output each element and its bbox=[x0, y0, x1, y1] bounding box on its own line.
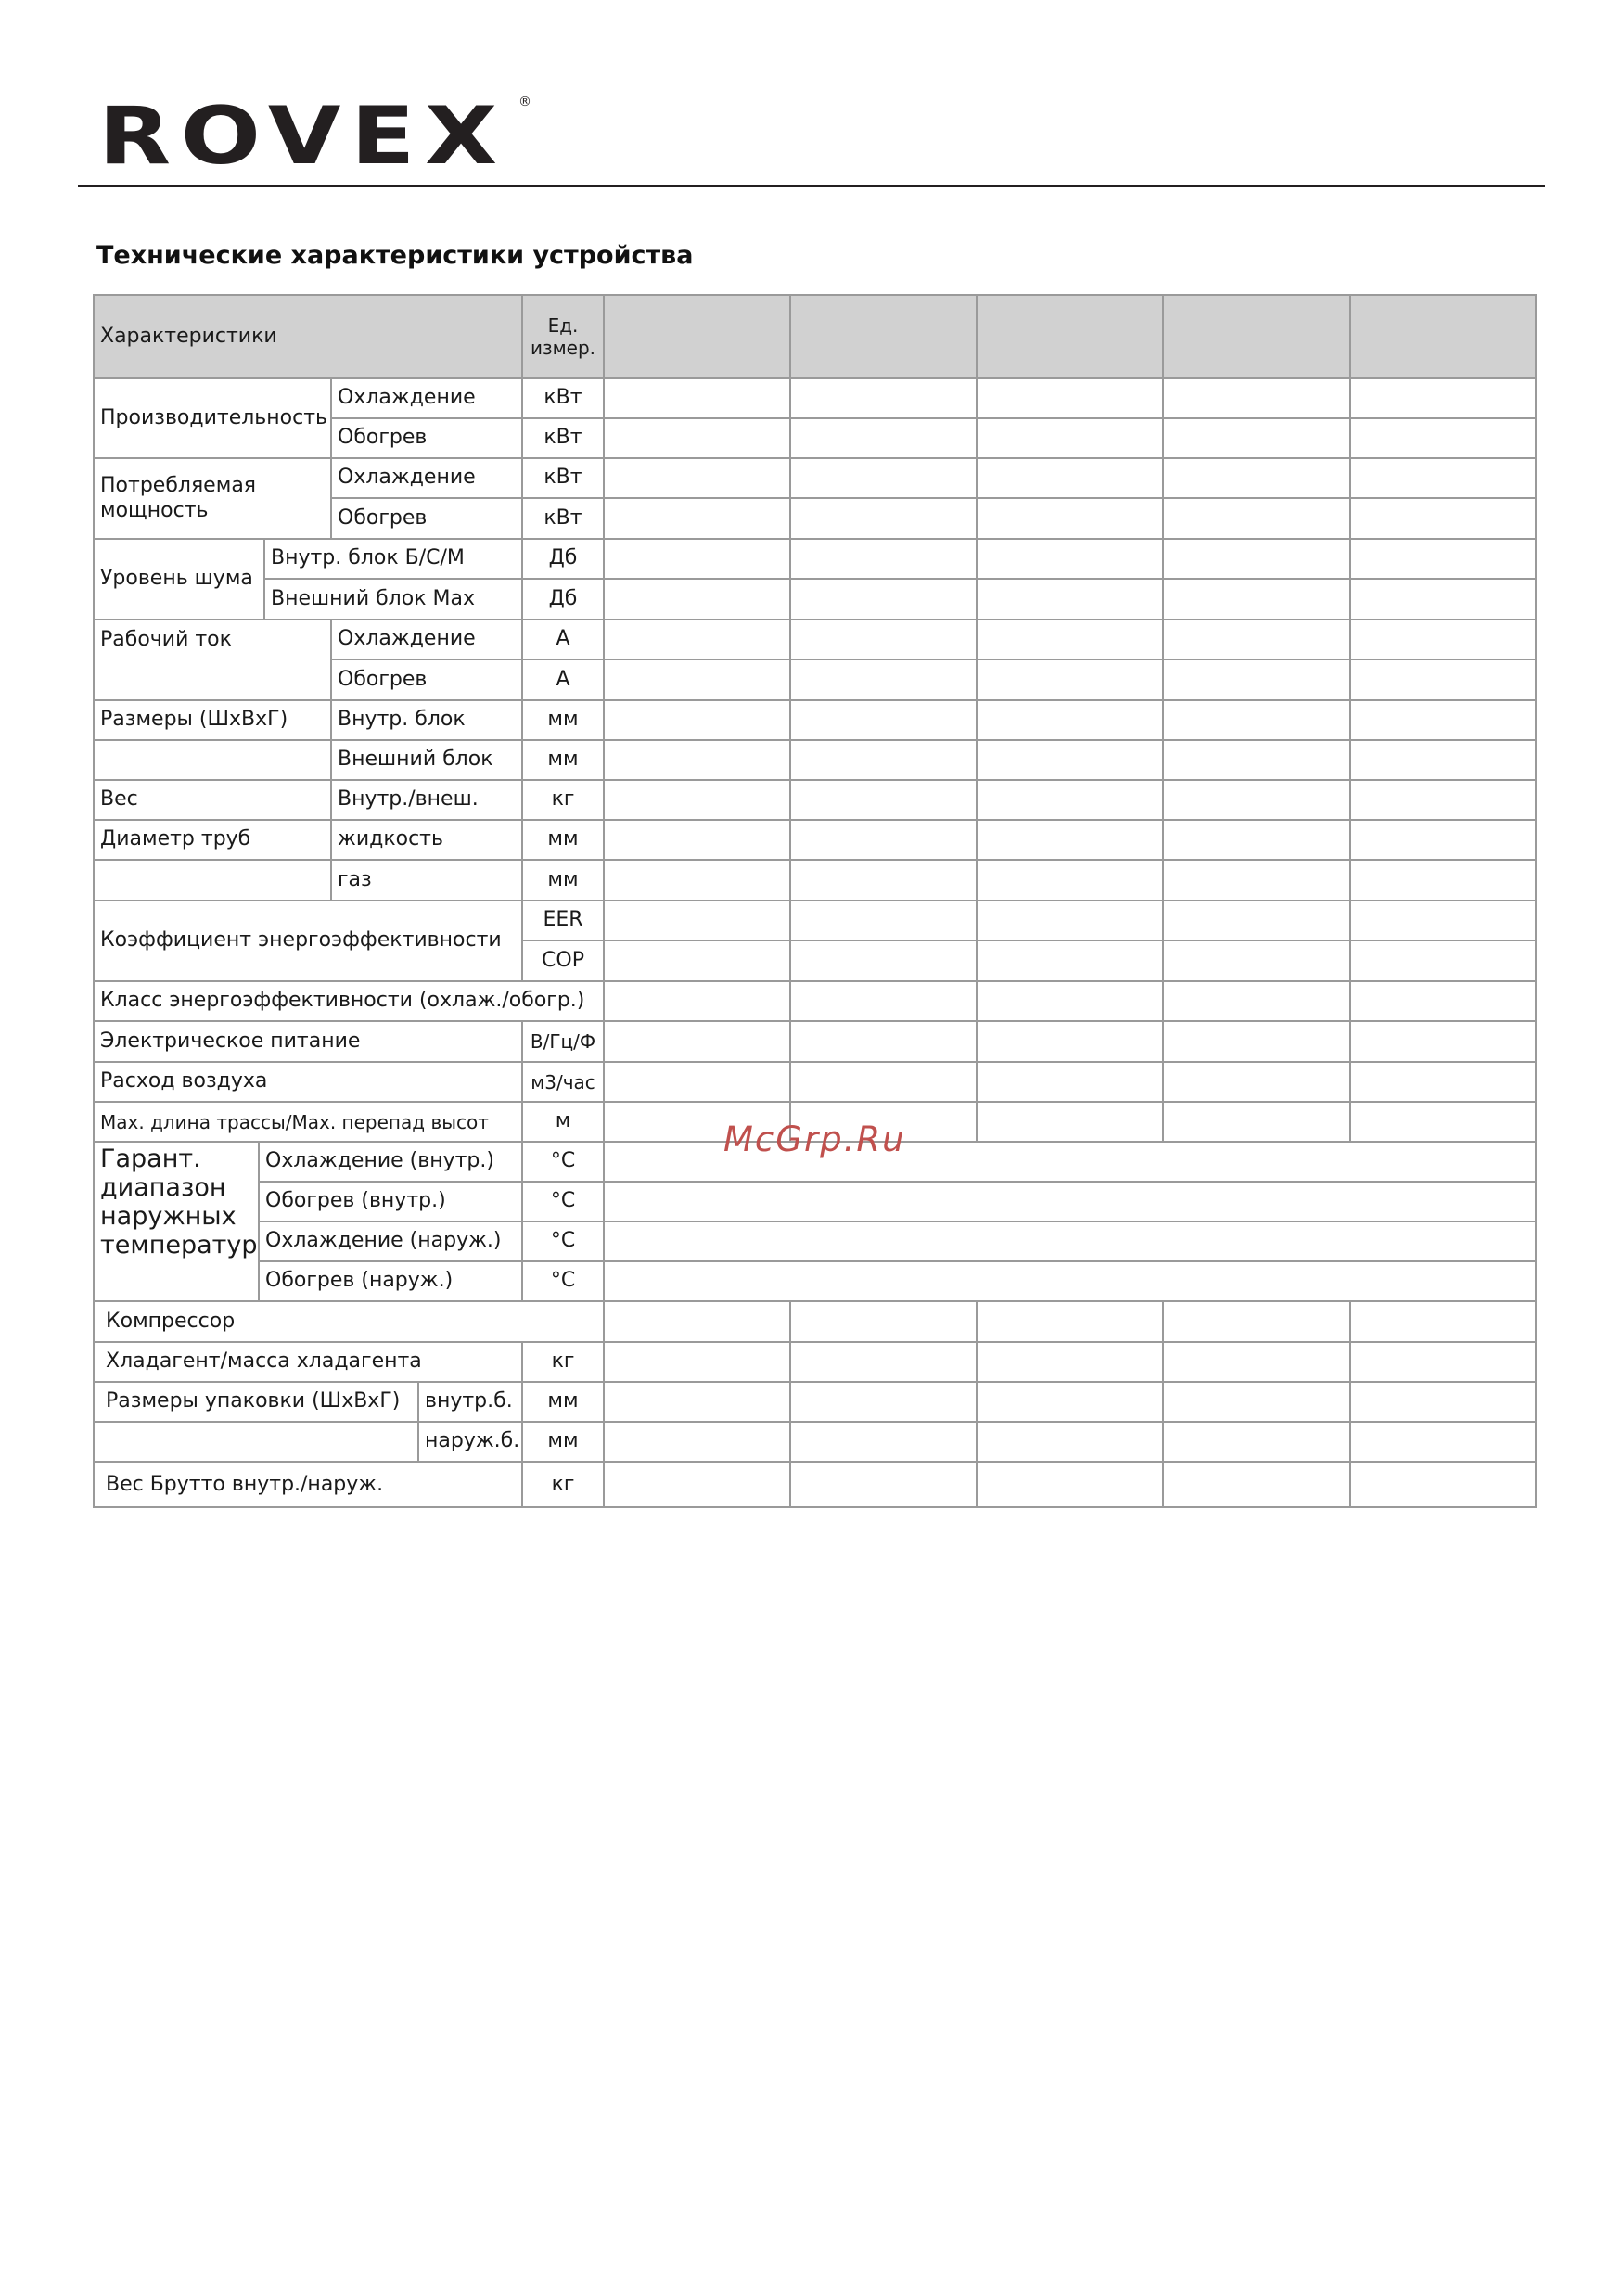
noise-outdoor: Внешний блок Max bbox=[263, 578, 521, 619]
row-performance: Производительность bbox=[93, 377, 330, 457]
dimensions-indoor: Внутр. блок bbox=[330, 699, 521, 739]
value-cell bbox=[1349, 619, 1537, 659]
value-cell bbox=[1162, 900, 1349, 940]
value-cell bbox=[603, 578, 789, 619]
value-cell bbox=[1162, 578, 1349, 619]
unit: мм bbox=[521, 859, 603, 900]
value-cell bbox=[1349, 779, 1537, 819]
row-power-consumption: Потребляемая мощность bbox=[93, 457, 330, 538]
value-cell bbox=[976, 940, 1162, 980]
unit: кВт bbox=[521, 497, 603, 538]
value-cell bbox=[1162, 1381, 1349, 1421]
row-operating-current: Рабочий ток bbox=[93, 619, 330, 699]
performance-heating: Обогрев bbox=[330, 417, 521, 457]
value-cell bbox=[1162, 980, 1349, 1020]
value-cell bbox=[976, 659, 1162, 699]
value-cell bbox=[1349, 578, 1537, 619]
value-cell bbox=[1349, 1300, 1537, 1341]
unit: Дб bbox=[521, 578, 603, 619]
value-cell bbox=[789, 859, 976, 900]
pipe-blank bbox=[93, 859, 330, 900]
value-cell bbox=[603, 1341, 789, 1381]
value-cell bbox=[789, 980, 976, 1020]
value-cell bbox=[976, 1341, 1162, 1381]
header-unit: Ед. измер. bbox=[521, 294, 603, 377]
row-noise-level: Уровень шума bbox=[93, 538, 263, 619]
value-cell bbox=[1162, 457, 1349, 497]
header-characteristics: Характеристики bbox=[93, 294, 521, 377]
value-cell bbox=[1349, 377, 1537, 417]
unit: кВт bbox=[521, 457, 603, 497]
temp-cooling-indoor: Охлаждение (внутр.) bbox=[258, 1141, 521, 1181]
dimensions-outdoor: Внешний блок bbox=[330, 739, 521, 779]
value-cell bbox=[789, 457, 976, 497]
value-cell bbox=[603, 1421, 789, 1461]
value-cell bbox=[976, 819, 1162, 859]
pipe-gas: газ bbox=[330, 859, 521, 900]
weight-in-out: Внутр./внеш. bbox=[330, 779, 521, 819]
value-cell bbox=[1162, 1061, 1349, 1101]
value-cell bbox=[603, 1461, 789, 1508]
unit: В/Гц/Ф bbox=[521, 1020, 603, 1061]
dimensions-blank bbox=[93, 739, 330, 779]
value-cell bbox=[789, 779, 976, 819]
value-cell bbox=[603, 417, 789, 457]
row-dimensions: Размеры (ШхВхГ) bbox=[93, 699, 330, 739]
value-cell bbox=[789, 1341, 976, 1381]
value-cell bbox=[789, 1381, 976, 1421]
value-cell bbox=[789, 819, 976, 859]
value-cell bbox=[789, 619, 976, 659]
value-cell bbox=[1162, 739, 1349, 779]
value-cell bbox=[1162, 1341, 1349, 1381]
value-cell bbox=[1162, 497, 1349, 538]
value-cell bbox=[1162, 699, 1349, 739]
value-cell bbox=[1349, 1341, 1537, 1381]
unit: мм bbox=[521, 1421, 603, 1461]
value-cell bbox=[789, 1461, 976, 1508]
value-cell bbox=[976, 779, 1162, 819]
value-cell bbox=[603, 497, 789, 538]
brand-name: ROVEX bbox=[98, 90, 507, 183]
value-cell bbox=[1349, 497, 1537, 538]
value-cell bbox=[603, 699, 789, 739]
unit: м bbox=[521, 1101, 603, 1141]
value-cell bbox=[789, 699, 976, 739]
value-cell bbox=[1349, 1461, 1537, 1508]
value-merged bbox=[603, 1260, 1537, 1300]
value-cell bbox=[976, 619, 1162, 659]
value-cell bbox=[603, 900, 789, 940]
unit: мм bbox=[521, 739, 603, 779]
value-cell bbox=[976, 1300, 1162, 1341]
unit: А bbox=[521, 619, 603, 659]
value-cell bbox=[1162, 377, 1349, 417]
value-merged bbox=[603, 1221, 1537, 1260]
performance-cooling: Охлаждение bbox=[330, 377, 521, 417]
value-cell bbox=[603, 739, 789, 779]
pipe-liquid: жидкость bbox=[330, 819, 521, 859]
value-cell bbox=[1162, 779, 1349, 819]
page-title: Технические характеристики устройства bbox=[96, 241, 694, 270]
value-cell bbox=[1162, 538, 1349, 578]
value-cell bbox=[976, 900, 1162, 940]
value-cell bbox=[1349, 819, 1537, 859]
row-refrigerant: Хладагент/масса хладагента bbox=[93, 1341, 521, 1381]
temp-heating-indoor: Обогрев (внутр.) bbox=[258, 1181, 521, 1221]
value-cell bbox=[789, 497, 976, 538]
header-model-col bbox=[1349, 294, 1537, 377]
power-heating: Обогрев bbox=[330, 497, 521, 538]
value-cell bbox=[976, 1020, 1162, 1061]
value-cell bbox=[1349, 739, 1537, 779]
value-cell bbox=[603, 659, 789, 699]
unit: Дб bbox=[521, 538, 603, 578]
unit: °C bbox=[521, 1260, 603, 1300]
package-blank bbox=[93, 1421, 417, 1461]
value-cell bbox=[1349, 1020, 1537, 1061]
unit: мм bbox=[521, 819, 603, 859]
value-cell bbox=[1349, 1061, 1537, 1101]
value-cell bbox=[976, 1061, 1162, 1101]
package-indoor: внутр.б. bbox=[417, 1381, 521, 1421]
value-cell bbox=[976, 1421, 1162, 1461]
value-cell bbox=[1162, 659, 1349, 699]
value-cell bbox=[1349, 980, 1537, 1020]
value-merged bbox=[603, 1181, 1537, 1221]
value-cell bbox=[976, 739, 1162, 779]
value-cell bbox=[976, 377, 1162, 417]
registered-mark: ® bbox=[518, 95, 531, 109]
value-cell bbox=[1162, 619, 1349, 659]
value-cell bbox=[1162, 1461, 1349, 1508]
value-cell bbox=[789, 659, 976, 699]
unit: кг bbox=[521, 1461, 603, 1508]
temp-cooling-outdoor: Охлаждение (наруж.) bbox=[258, 1221, 521, 1260]
current-heating: Обогрев bbox=[330, 659, 521, 699]
row-energy-class: Класс энергоэффективности (охлаж./обогр.) bbox=[93, 980, 603, 1020]
value-cell bbox=[789, 940, 976, 980]
value-cell bbox=[1349, 1381, 1537, 1421]
value-cell bbox=[789, 377, 976, 417]
value-cell bbox=[1349, 417, 1537, 457]
value-cell bbox=[1162, 859, 1349, 900]
value-cell bbox=[1349, 1101, 1537, 1141]
temp-heating-outdoor: Обогрев (наруж.) bbox=[258, 1260, 521, 1300]
value-cell bbox=[789, 1061, 976, 1101]
row-power-supply: Электрическое питание bbox=[93, 1020, 521, 1061]
value-cell bbox=[789, 417, 976, 457]
value-cell bbox=[1349, 538, 1537, 578]
value-cell bbox=[976, 538, 1162, 578]
header-model-col bbox=[603, 294, 789, 377]
unit-cop: COP bbox=[521, 940, 603, 980]
value-cell bbox=[603, 1381, 789, 1421]
value-cell bbox=[1162, 1101, 1349, 1141]
row-gross-weight: Вес Брутто внутр./наруж. bbox=[93, 1461, 521, 1508]
value-cell bbox=[603, 538, 789, 578]
value-cell bbox=[789, 739, 976, 779]
value-cell bbox=[603, 779, 789, 819]
value-cell bbox=[1349, 699, 1537, 739]
value-cell bbox=[1162, 1300, 1349, 1341]
unit: °C bbox=[521, 1181, 603, 1221]
value-cell bbox=[1349, 1421, 1537, 1461]
value-cell bbox=[789, 1421, 976, 1461]
spec-table bbox=[93, 294, 1537, 1508]
row-energy-efficiency-ratio: Коэффициент энергоэффективности bbox=[93, 900, 521, 980]
row-max-pipe-length: Max. длина трассы/Max. перепад высот bbox=[93, 1101, 521, 1141]
row-air-flow: Расход воздуха bbox=[93, 1061, 521, 1101]
unit: м3/час bbox=[521, 1061, 603, 1101]
value-cell bbox=[603, 377, 789, 417]
value-cell bbox=[976, 980, 1162, 1020]
value-cell bbox=[976, 859, 1162, 900]
value-cell bbox=[603, 859, 789, 900]
row-compressor: Компрессор bbox=[93, 1300, 603, 1341]
value-cell bbox=[1349, 457, 1537, 497]
value-cell bbox=[603, 619, 789, 659]
value-cell bbox=[976, 417, 1162, 457]
value-cell bbox=[976, 1381, 1162, 1421]
value-cell bbox=[1162, 940, 1349, 980]
unit: кг bbox=[521, 1341, 603, 1381]
value-cell bbox=[789, 900, 976, 940]
power-cooling: Охлаждение bbox=[330, 457, 521, 497]
header-model-col bbox=[976, 294, 1162, 377]
row-weight: Вес bbox=[93, 779, 330, 819]
value-cell bbox=[789, 1300, 976, 1341]
value-cell bbox=[1349, 940, 1537, 980]
value-cell bbox=[1162, 417, 1349, 457]
value-cell bbox=[603, 1300, 789, 1341]
value-cell bbox=[1162, 1020, 1349, 1061]
value-cell bbox=[603, 457, 789, 497]
value-cell bbox=[1162, 1421, 1349, 1461]
brand-logo bbox=[98, 90, 531, 183]
header-rule bbox=[78, 185, 1545, 187]
noise-indoor: Внутр. блок Б/С/М bbox=[263, 538, 521, 578]
row-pipe-diameter: Диаметр труб bbox=[93, 819, 330, 859]
unit: °C bbox=[521, 1221, 603, 1260]
value-cell bbox=[1162, 819, 1349, 859]
current-cooling: Охлаждение bbox=[330, 619, 521, 659]
unit: мм bbox=[521, 699, 603, 739]
row-guaranteed-temp-range: Гарант. диапазон наружных температур bbox=[93, 1141, 258, 1300]
package-outdoor: наруж.б. bbox=[417, 1421, 521, 1461]
unit: кВт bbox=[521, 417, 603, 457]
watermark: McGrp.Ru bbox=[723, 1119, 906, 1159]
value-cell bbox=[789, 1020, 976, 1061]
value-cell bbox=[1349, 900, 1537, 940]
unit: А bbox=[521, 659, 603, 699]
value-cell bbox=[976, 457, 1162, 497]
unit: кВт bbox=[521, 377, 603, 417]
unit: кг bbox=[521, 779, 603, 819]
row-package-dimensions: Размеры упаковки (ШхВхГ) bbox=[93, 1381, 417, 1421]
value-cell bbox=[976, 1101, 1162, 1141]
value-cell bbox=[976, 699, 1162, 739]
unit-eer: EER bbox=[521, 900, 603, 940]
header-model-col bbox=[1162, 294, 1349, 377]
value-cell bbox=[603, 1020, 789, 1061]
value-cell bbox=[976, 497, 1162, 538]
value-cell bbox=[1349, 659, 1537, 699]
value-cell bbox=[1349, 859, 1537, 900]
unit: мм bbox=[521, 1381, 603, 1421]
value-cell bbox=[603, 940, 789, 980]
value-cell bbox=[603, 1061, 789, 1101]
value-cell bbox=[603, 980, 789, 1020]
header-model-col bbox=[789, 294, 976, 377]
value-cell bbox=[603, 819, 789, 859]
value-cell bbox=[976, 1461, 1162, 1508]
value-cell bbox=[976, 578, 1162, 619]
unit: °C bbox=[521, 1141, 603, 1181]
value-cell bbox=[789, 578, 976, 619]
value-cell bbox=[789, 538, 976, 578]
